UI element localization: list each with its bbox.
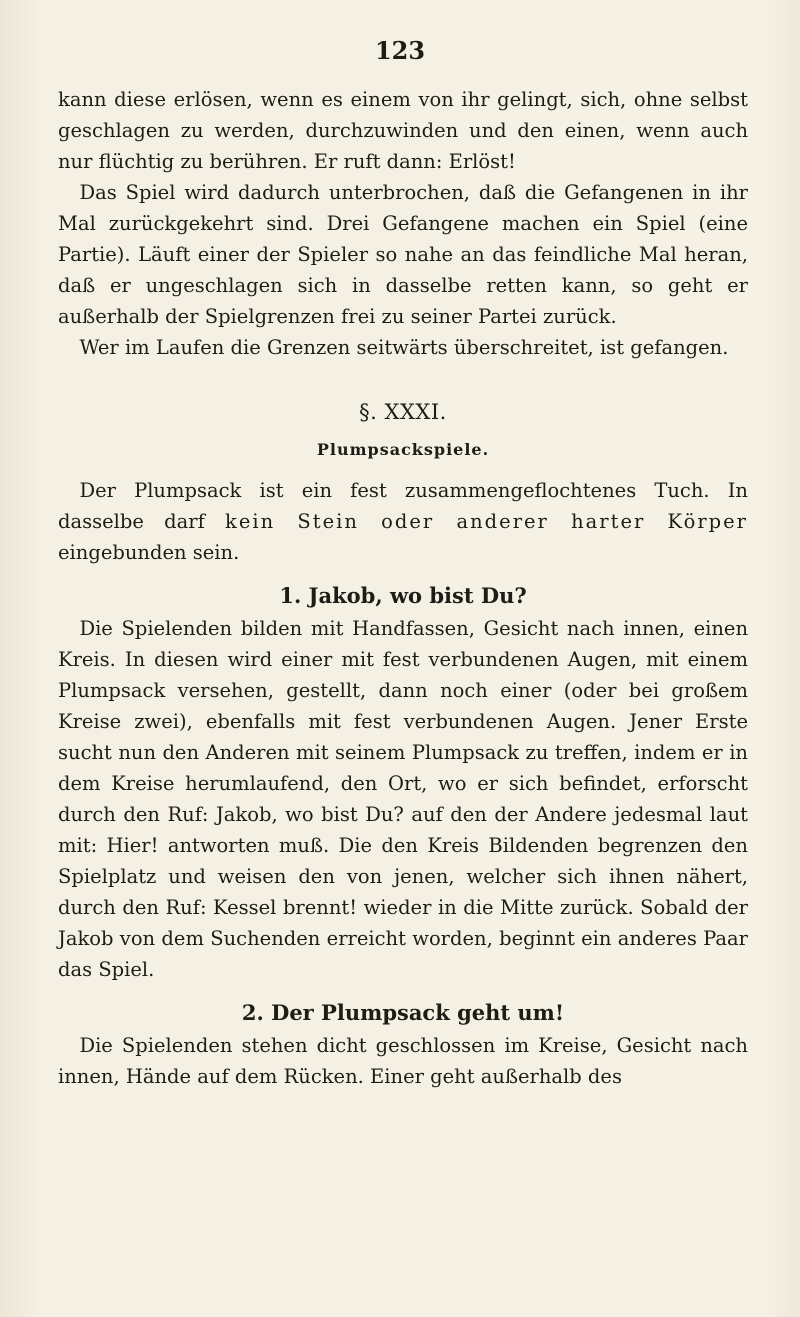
section-number: §. XXXI. bbox=[359, 400, 447, 424]
game-text-1: Die Spielenden bilden mit Handfassen, Gesicht nach innen, einen Kreis. In diesen wird einer mit fest verbundenen Augen, mit einem Plumpsack versehen, gestellt, dann noch einer (oder bei großem Kreise zwei), ebenfalls mit fest verbundenen Augen. Jener Erste sucht nun den Anderen mit seinem Plumpsack zu treffen, indem er in dem Kreise herumlaufend, den Ort, wo er sich befindet, erforscht durch den Ruf: Jakob, wo bist Du? auf den der Andere jedesmal laut mit: Hier! antworten muß. Die den Kreis Bildenden begrenzen den Spielplatz und weisen den von jenen, welcher sich ihnen nähert, durch den Ruf: Kessel brennt! wieder in die Mitte zurück. Sobald der Jakob von dem Suchenden erreicht worden, beginnt ein anderes Paar das Spiel. bbox=[58, 617, 748, 981]
paragraph-boundary-rule: Wer im Laufen die Grenzen seitwärts überschreitet, ist gefangen. bbox=[79, 336, 729, 359]
game-heading-1: 1. Jakob, wo bist Du? bbox=[279, 583, 527, 608]
section-intro-end: eingebunden sein. bbox=[58, 541, 240, 564]
game-text-2: Die Spielenden stehen dicht geschlossen im Kreise, Gesicht nach innen, Hände auf dem Rücken. Einer geht außerhalb des bbox=[58, 1034, 748, 1088]
section-intro bbox=[58, 475, 748, 568]
section-intro-start: Der Plumpsack ist ein fest zusammengeflochtenes Tuch. In dasselbe darf bbox=[58, 479, 748, 533]
paragraph-continuation: kann diese erlösen, wenn es einem von ihr gelingt, sich, ohne selbst geschlagen zu werden, durchzuwinden und den einen, wenn auch nur flüchtig zu berühren. Er ruft dann: Erlöst! bbox=[58, 88, 748, 173]
page-number: 123 bbox=[374, 36, 426, 65]
game-heading-2: 2. Der Plumpsack geht um! bbox=[241, 1000, 565, 1025]
section-title: Plumpsackspiele. bbox=[316, 440, 490, 459]
section-intro-emphasis: kein Stein oder anderer harter Körper bbox=[225, 510, 748, 533]
page-body bbox=[58, 84, 748, 1092]
paragraph-game-end: Das Spiel wird dadurch unterbrochen, daß die Gefangenen in ihr Mal zurückgekehrt sind. Drei Gefangene machen ein Spiel (eine Partie). Läuft einer der Spieler so nahe an das feindliche Mal heran, daß er ungeschlagen sich in dasselbe retten kann, so geht er außerhalb der Spielgrenzen frei zu seiner Partei zurück. bbox=[58, 181, 748, 328]
